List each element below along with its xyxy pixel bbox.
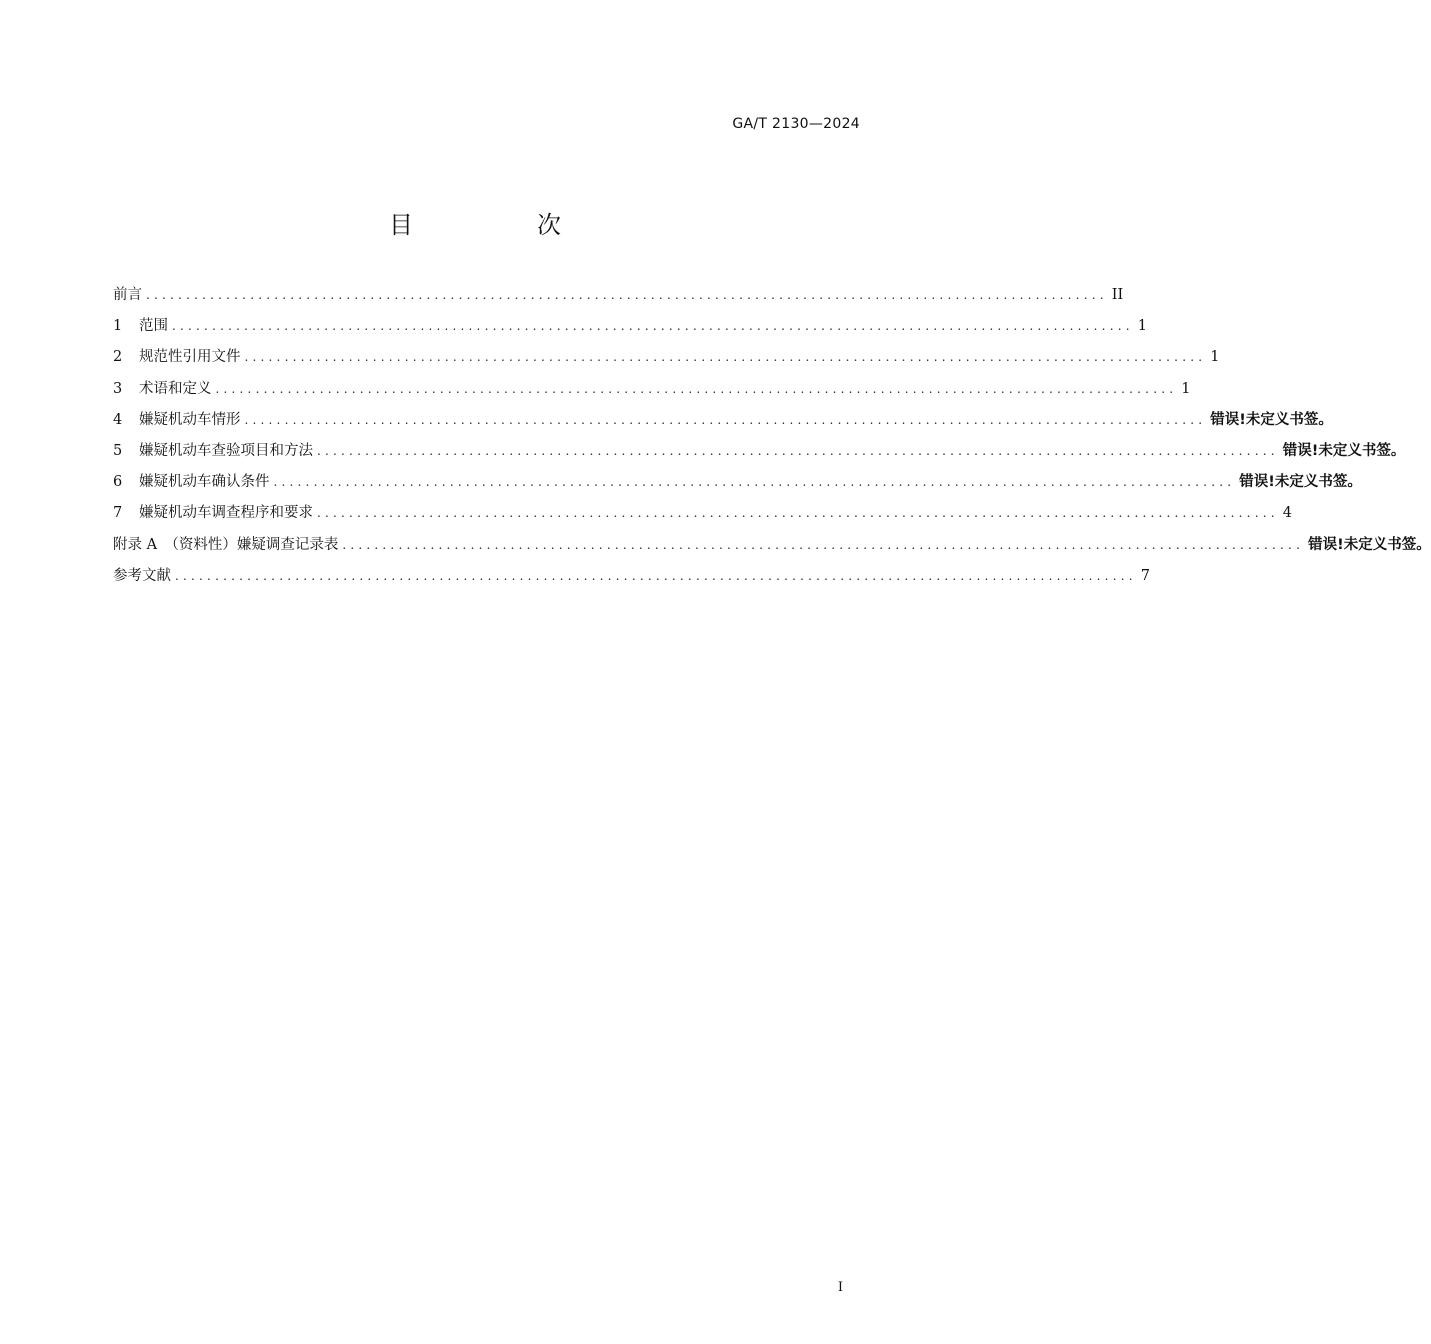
- toc-entry-label: 范围: [139, 318, 168, 335]
- toc-entry-label: 附录 A （资料性）嫌疑调查记录表: [113, 536, 339, 553]
- toc-dot-leader: ........................................................................................................................: [146, 288, 1108, 302]
- toc-dot-leader: ........................................................................................................................: [244, 412, 1207, 427]
- toc-entry-bookmark-error: 错误!未定义书签。: [1210, 411, 1333, 428]
- toc-dot-leader: ........................................................................................................................: [317, 443, 1279, 458]
- toc-entry-page: 7: [1140, 567, 1150, 584]
- page-number: I: [837, 1280, 843, 1295]
- toc-dot-leader: ........................................................................................................................: [172, 319, 1134, 334]
- toc-entry[interactable]: [113, 314, 1147, 345]
- toc-entry-bookmark-error: 错误!未定义书签。: [1308, 536, 1431, 553]
- toc-entry[interactable]: [113, 564, 1150, 595]
- toc-entry-bookmark-error: 错误!未定义书签。: [1282, 442, 1406, 459]
- toc-entry-number: 4: [113, 411, 123, 428]
- toc-entry[interactable]: [113, 470, 1362, 501]
- toc-entry[interactable]: [113, 501, 1292, 532]
- toc-entry-label: 规范性引用文件: [139, 349, 241, 366]
- toc-entry-label: 嫌疑机动车查验项目和方法: [139, 442, 313, 459]
- toc-entry-page: 1: [1137, 318, 1147, 335]
- toc-entry-label: 嫌疑机动车确认条件: [139, 474, 270, 491]
- toc-entry-number: 6: [113, 474, 123, 491]
- toc-entry-page: 1: [1181, 380, 1191, 397]
- toc-entry-label: 术语和定义: [139, 380, 212, 397]
- toc-entry-number: 2: [113, 349, 123, 366]
- table-of-contents: [113, 283, 1431, 595]
- toc-dot-leader: ........................................................................................................................: [215, 381, 1178, 396]
- toc-entry[interactable]: [113, 345, 1220, 376]
- toc-entry-number: 7: [113, 505, 123, 522]
- toc-entry-label: 前言: [113, 287, 142, 303]
- toc-entry[interactable]: [113, 377, 1191, 408]
- toc-dot-leader: ........................................................................................................................: [317, 506, 1279, 521]
- toc-entry[interactable]: [113, 439, 1406, 470]
- toc-entry-number: 1: [113, 318, 123, 335]
- toc-entry-bookmark-error: 错误!未定义书签。: [1239, 474, 1362, 491]
- toc-entry-page: 4: [1282, 505, 1292, 522]
- toc-dot-leader: ........................................................................................................................: [273, 475, 1236, 490]
- page-title: 目 次: [389, 211, 611, 239]
- toc-entry[interactable]: [113, 283, 1124, 314]
- toc-entry[interactable]: [113, 408, 1333, 439]
- standard-code: GA/T 2130—2024: [732, 116, 860, 132]
- toc-entry-number: 3: [113, 380, 123, 397]
- toc-dot-leader: ........................................................................................................................: [175, 568, 1137, 583]
- toc-entry-page: 1: [1210, 349, 1220, 366]
- toc-entry[interactable]: [113, 533, 1431, 564]
- toc-entry-label: 参考文献: [113, 567, 171, 584]
- toc-entry-page: II: [1111, 287, 1124, 303]
- toc-entry-label: 嫌疑机动车情形: [139, 411, 241, 428]
- toc-dot-leader: ........................................................................................................................: [244, 350, 1207, 365]
- toc-dot-leader: ........................................................................................................................: [342, 537, 1305, 552]
- toc-entry-number: 5: [113, 442, 123, 459]
- toc-entry-label: 嫌疑机动车调查程序和要求: [139, 505, 313, 522]
